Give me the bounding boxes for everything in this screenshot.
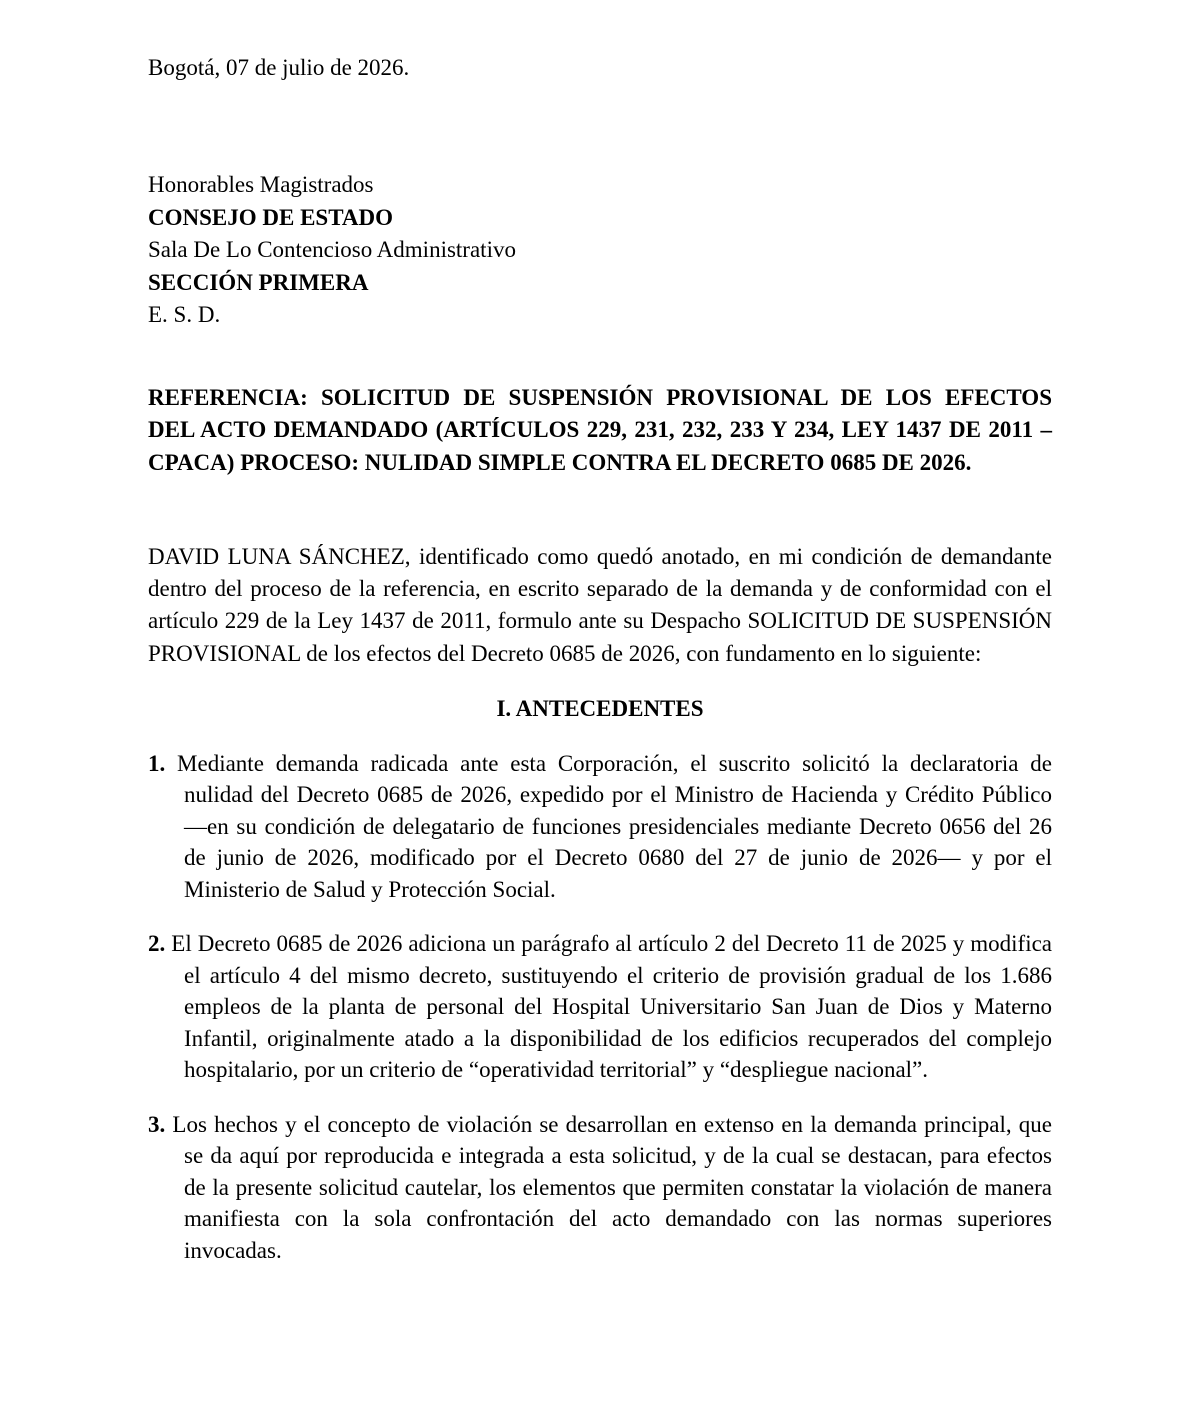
- intro-paragraph: DAVID LUNA SÁNCHEZ, identificado como quedó anotado, en mi condición de demandante dentro del proceso de la referencia, en escrito separado de la demanda y de conformidad con el artículo 229 de la Ley 1437 de 2011, formulo ante su Despacho SOLICITUD DE SUSPENSIÓN PROVISIONAL de los efectos del Decreto 0685 de 2026, con fundamento en lo siguiente:: [148, 544, 1052, 666]
- addressee-esd: E. S. D.: [148, 302, 221, 327]
- list-item-number: 1.: [148, 750, 178, 776]
- list-item-text: El Decreto 0685 de 2026 adiciona un parágrafo al artículo 2 del Decreto 11 de 2025 y modifica el artículo 4 del mismo decreto, sustituyendo el criterio de provisión gradual de los 1.686 empleos de la planta de personal del Hospital Universitario San Juan de Dios y Materno Infantil, originalmente atado a la disponibilidad de los edificios recuperados del complejo hospitalario, por un criterio de “operatividad territorial” y “despliegue nacional”.: [171, 931, 1052, 1083]
- list-item: [148, 928, 1052, 1086]
- addressee-block: [148, 169, 1052, 332]
- list-item: [148, 1109, 1052, 1267]
- addressee-salutation: Honorables Magistrados: [148, 172, 374, 197]
- date-line: Bogotá, 07 de julio de 2026.: [148, 55, 410, 80]
- addressee-chamber: Sala De Lo Contencioso Administrativo: [148, 237, 516, 262]
- list-item-number: 3.: [148, 1111, 173, 1137]
- list-item-text: Mediante demanda radicada ante esta Corporación, el suscrito solicitó la declaratoria de nulidad del Decreto 0685 de 2026, expedido por el Ministro de Hacienda y Crédito Público —en su condición de delegatario de funciones presidenciales mediante Decreto 0656 del 26 de junio de 2026, modificado por el Decreto 0680 del 27 de junio de 2026— y por el Ministerio de Salud y Protección Social.: [177, 750, 1052, 902]
- document-page: [148, 52, 1052, 1289]
- addressee-section: SECCIÓN PRIMERA: [148, 269, 369, 295]
- section-title: I. ANTECEDENTES: [496, 695, 704, 721]
- list-item-number: 2.: [148, 931, 172, 957]
- list-item: [148, 748, 1052, 906]
- addressee-court: CONSEJO DE ESTADO: [148, 204, 393, 230]
- reference-heading: REFERENCIA: SOLICITUD DE SUSPENSIÓN PROVISIONAL DE LOS EFECTOS DEL ACTO DEMANDADO (ARTÍCULOS 229, 231, 232, 233 Y 234, LEY 1437 DE 2011 – CPACA) PROCESO: NULIDAD SIMPLE CONTRA EL DECRETO 0685 DE 2026.: [148, 384, 1052, 475]
- list-item-text: Los hechos y el concepto de violación se desarrollan en extenso en la demanda principal, que se da aquí por reproducida e integrada a esta solicitud, y de la cual se destacan, para efectos de la presente solicitud cautelar, los elementos que permiten constatar la violación de manera manifiesta con la sola confrontación del acto demandado con las normas superiores invocadas.: [172, 1111, 1053, 1263]
